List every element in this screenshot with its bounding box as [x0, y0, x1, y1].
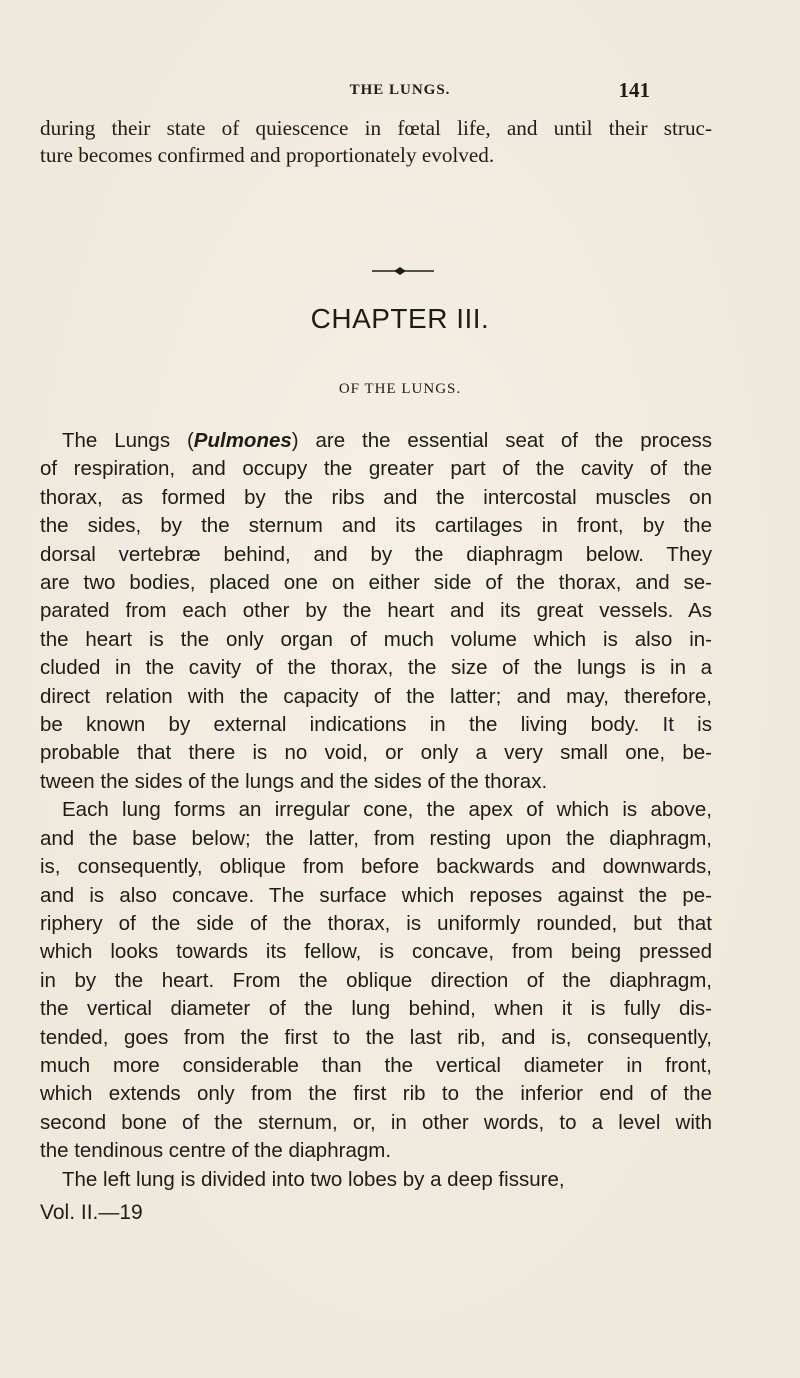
- text-line: the vertical diameter of the lung behind, when it is fully dis-: [40, 997, 712, 1021]
- text-line: which looks towards its fellow, is concave, from being pressed: [40, 940, 712, 964]
- text-line: during their state of quiescence in fœtal life, and until their struc-: [40, 116, 712, 140]
- text-line: Each lung forms an irregular cone, the apex of which is above,: [62, 798, 712, 822]
- signature-mark: Vol. II.—19: [40, 1201, 143, 1224]
- text-line: The Lungs (Pulmones) are the essential seat of the process: [62, 429, 712, 452]
- text-line: tended, goes from the first to the last rib, and is, consequently,: [40, 1025, 712, 1049]
- text-line: of respiration, and occupy the greater part of the cavity of the: [40, 457, 712, 481]
- text-line: parated from each other by the heart and its great vessels. As: [40, 599, 712, 623]
- text-line: are two bodies, placed one on either side of the thorax, and se-: [40, 571, 712, 595]
- text-line: the sides, by the sternum and its cartilages in front, by the: [40, 514, 712, 538]
- text-line: and the base below; the latter, from resting upon the diaphragm,: [40, 826, 712, 850]
- running-head: [0, 78, 800, 102]
- text-line: is, consequently, oblique from before backwards and downwards,: [40, 855, 712, 879]
- page-number: 141: [618, 78, 650, 102]
- text-line: and is also concave. The surface which reposes against the pe-: [40, 883, 712, 907]
- text-line: ture becomes confirmed and proportionately evolved.: [40, 142, 495, 167]
- text-line: be known by external indications in the living body. It is: [40, 713, 712, 737]
- text-line: cluded in the cavity of the thorax, the size of the lungs is in a: [40, 656, 712, 680]
- running-head-title: THE LUNGS.: [349, 82, 451, 98]
- intro-paragraph: [40, 115, 712, 168]
- text-line: dorsal vertebræ behind, and by the diaphragm below. They: [40, 542, 712, 566]
- text-line: second bone of the sternum, or, in other words, to a level with: [40, 1110, 712, 1134]
- text-line: which extends only from the first rib to the inferior end of the: [40, 1082, 712, 1106]
- text-line: riphery of the side of the thorax, is uniformly rounded, but that: [40, 911, 712, 935]
- text-line: direct relation with the capacity of the latter; and may, therefore,: [40, 684, 712, 708]
- text-line: much more considerable than the vertical diameter in front,: [40, 1053, 712, 1077]
- chapter-title: CHAPTER III.: [310, 303, 490, 334]
- text-line: tween the sides of the lungs and the sides of the thorax.: [40, 769, 548, 793]
- chapter-subtitle: OF THE LUNGS.: [338, 381, 462, 397]
- text-line: in by the heart. From the oblique direction of the diaphragm,: [40, 968, 712, 992]
- text-line: The left lung is divided into two lobes by a deep fissure,: [62, 1167, 565, 1191]
- text-line: the heart is the only organ of much volume which is also in-: [40, 627, 712, 651]
- text-line: probable that there is no void, or only a very small one, be-: [40, 741, 712, 765]
- text-line: the tendinous centre of the diaphragm.: [40, 1139, 392, 1163]
- chapter-body: [40, 427, 712, 1194]
- body-paragraph: [40, 427, 712, 1194]
- ornament-divider: [372, 265, 434, 277]
- text-line: thorax, as formed by the ribs and the intercostal muscles on: [40, 485, 712, 509]
